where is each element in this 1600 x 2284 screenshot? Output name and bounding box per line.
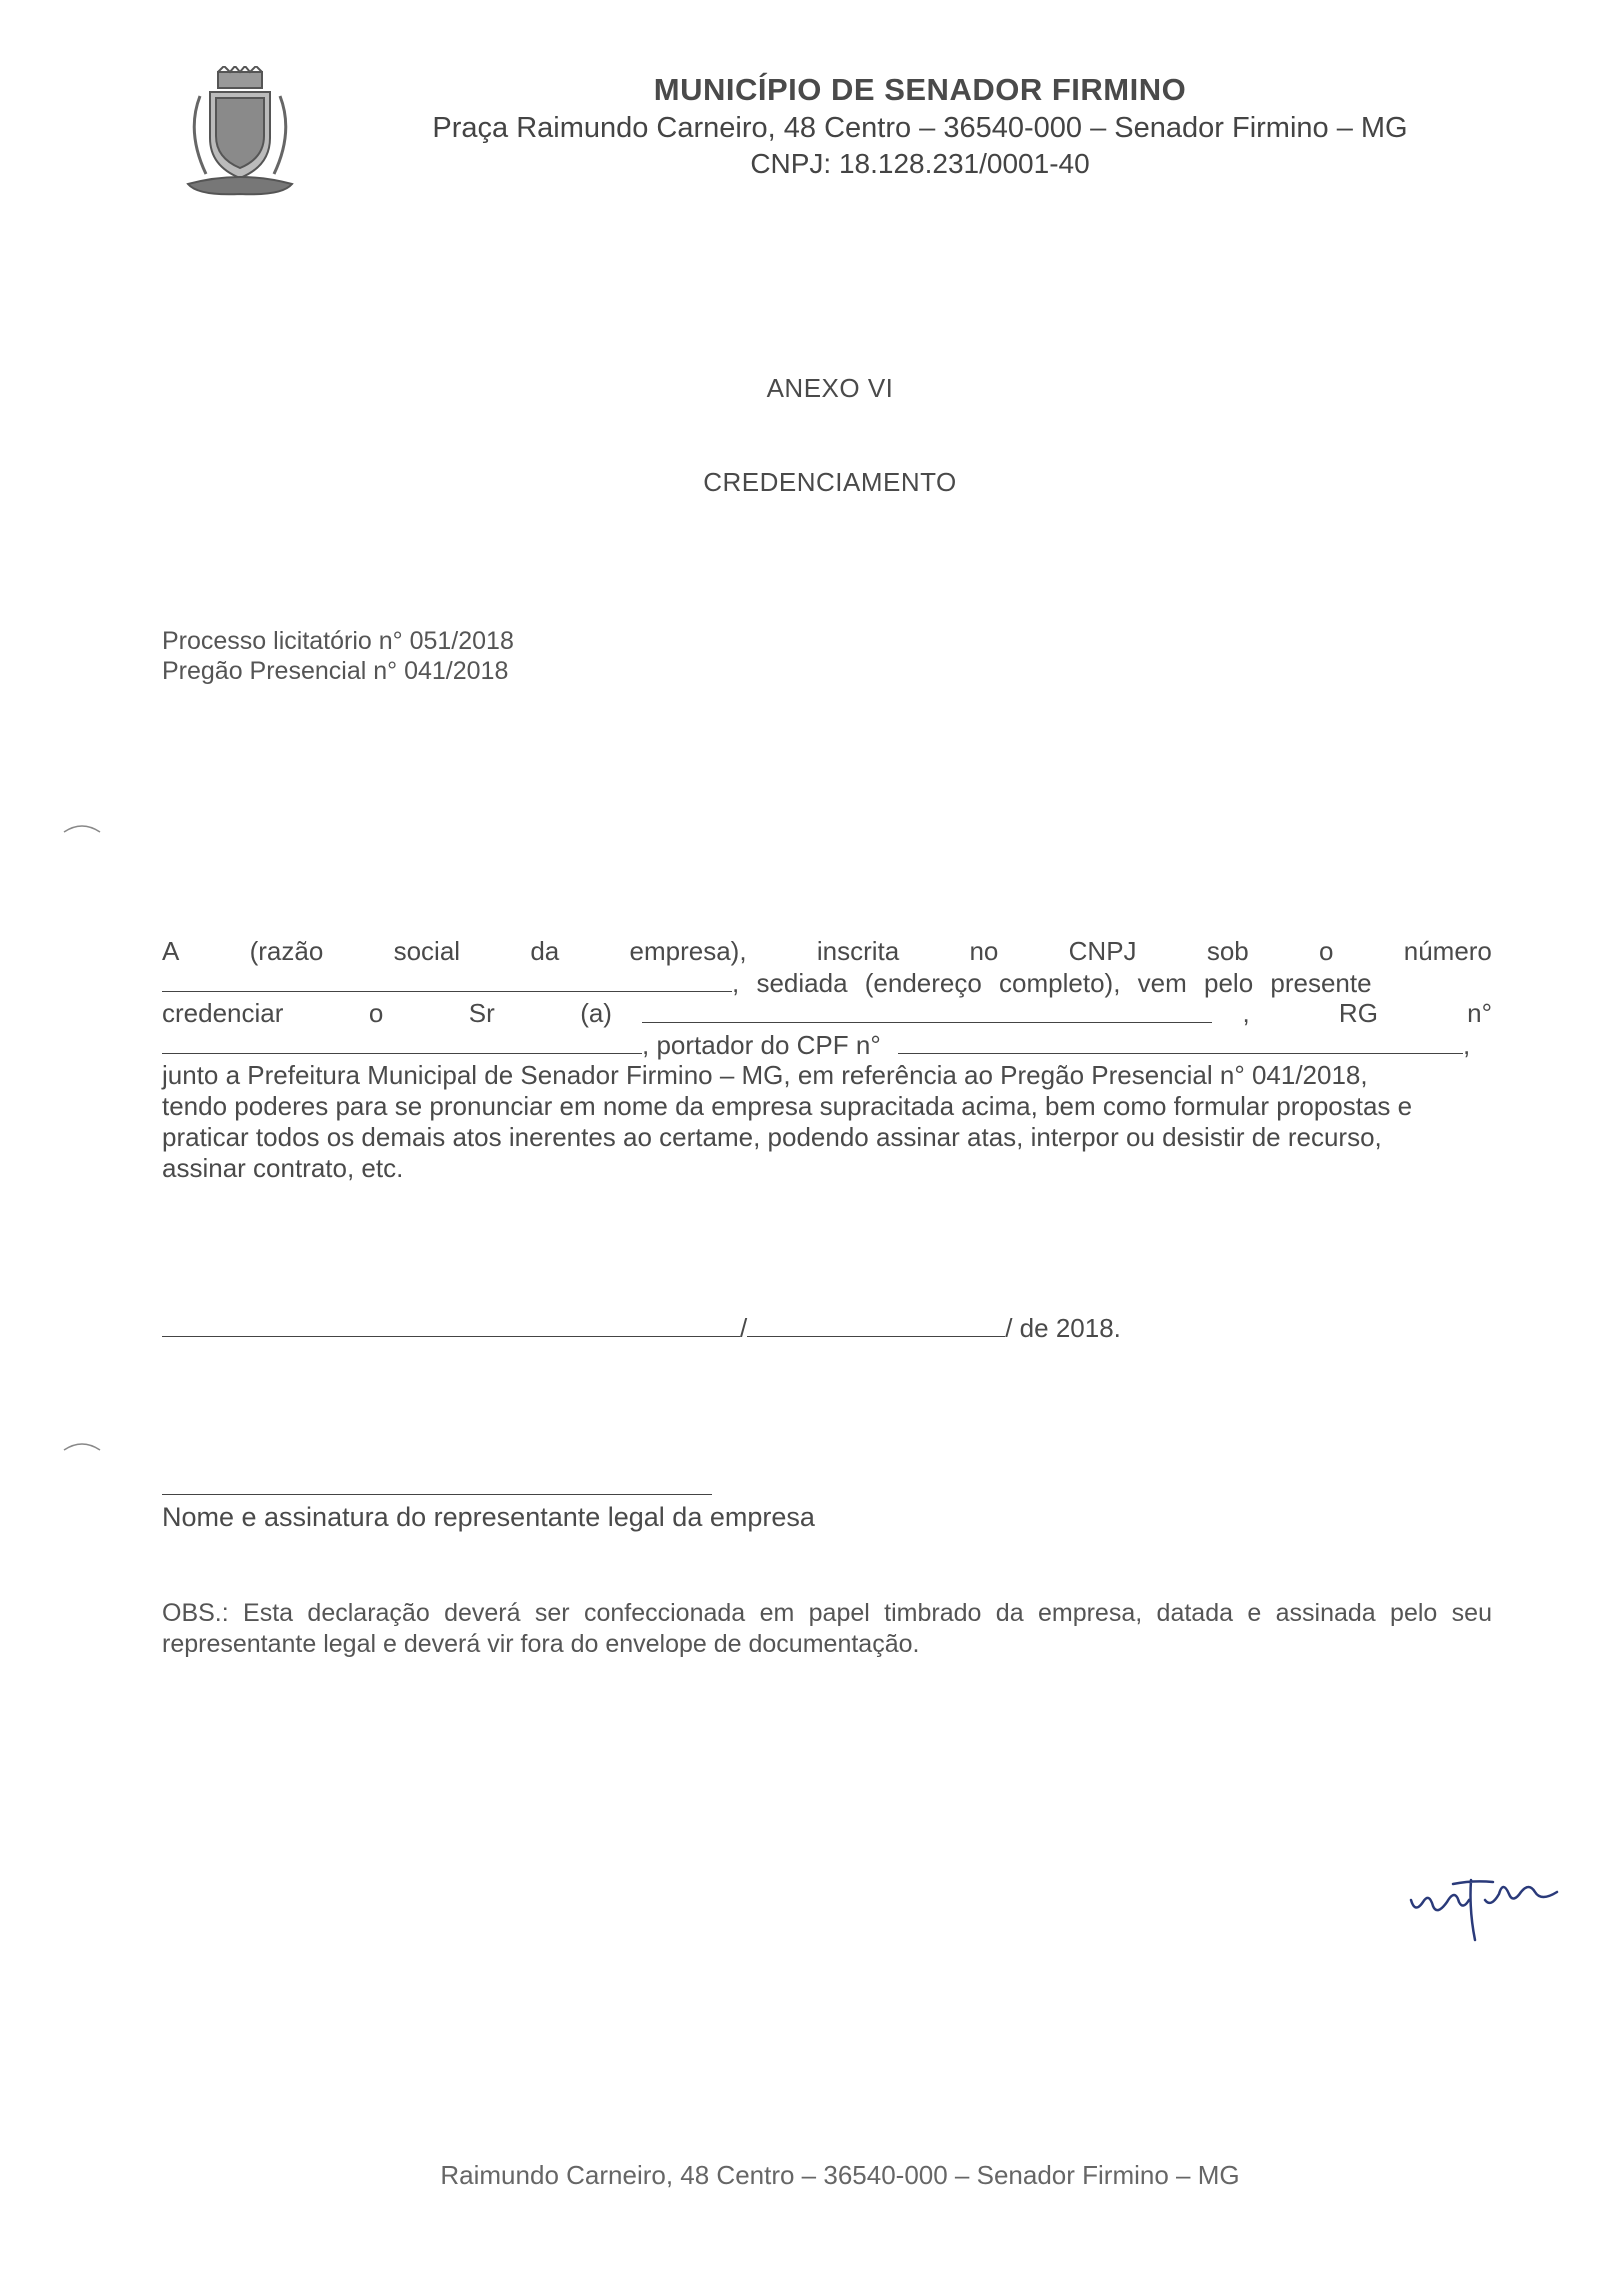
place-day-blank[interactable]	[162, 1312, 740, 1337]
body-line-1: A (razão social da empresa), inscrita no CNPJ sob o número	[162, 936, 1492, 966]
date-line: / / de 2018.	[162, 1312, 1121, 1344]
body-line-4: , portador do CPF n° ,	[162, 1029, 1492, 1060]
process-number: Processo licitatório n° 051/2018	[162, 627, 514, 655]
municipality-address: Praça Raimundo Carneiro, 48 Centro – 36540-000 – Senador Firmino – MG	[432, 112, 1408, 144]
pregao-number: Pregão Presencial n° 041/2018	[162, 657, 509, 685]
month-blank[interactable]	[747, 1312, 1005, 1337]
signature-label: Nome e assinatura do representante legal da empresa	[162, 1502, 815, 1532]
cnpj-blank[interactable]	[162, 967, 732, 992]
handwritten-initials	[1405, 1860, 1575, 1950]
representative-name-blank[interactable]	[642, 998, 1212, 1023]
scan-margin-mark	[62, 1434, 102, 1454]
municipality-name: MUNICÍPIO DE SENADOR FIRMINO	[653, 72, 1187, 107]
observation-note: OBS.: Esta declaração deverá ser confeccionada em papel timbrado da empresa, datada e assinada pelo seu representante legal e deverá vir fora do envelope de documentação.	[162, 1599, 1492, 1658]
body-line-3: credenciar o Sr (a) , RG n°	[162, 998, 1492, 1028]
cpf-blank[interactable]	[898, 1029, 1463, 1054]
document-subject: CREDENCIAMENTO	[703, 467, 957, 497]
municipal-crest-icon	[180, 66, 300, 206]
body-line-5: junto a Prefeitura Municipal de Senador Firmino – MG, em referência ao Pregão Presencial n° 041/2018,	[162, 1060, 1368, 1090]
municipality-cnpj: CNPJ: 18.128.231/0001-40	[750, 148, 1090, 179]
page-footer: Raimundo Carneiro, 48 Centro – 36540-000 – Senador Firmino – MG	[440, 2160, 1240, 2190]
body-line-6: tendo poderes para se pronunciar em nome da empresa supracitada acima, bem como formular propostas e	[162, 1091, 1413, 1121]
body-line-8: assinar contrato, etc.	[162, 1153, 404, 1183]
credential-paragraph	[162, 936, 1492, 1196]
annex-title: ANEXO VI	[766, 373, 894, 403]
body-line-7: praticar todos os demais atos inerentes ao certame, podendo assinar atas, interpor ou desistir de recurso,	[162, 1122, 1382, 1152]
body-line-2: , sediada (endereço completo), vem pelo presente	[162, 967, 1492, 998]
rg-blank[interactable]	[162, 1029, 642, 1054]
signature-rule[interactable]	[162, 1494, 712, 1495]
scan-margin-mark	[62, 816, 102, 836]
